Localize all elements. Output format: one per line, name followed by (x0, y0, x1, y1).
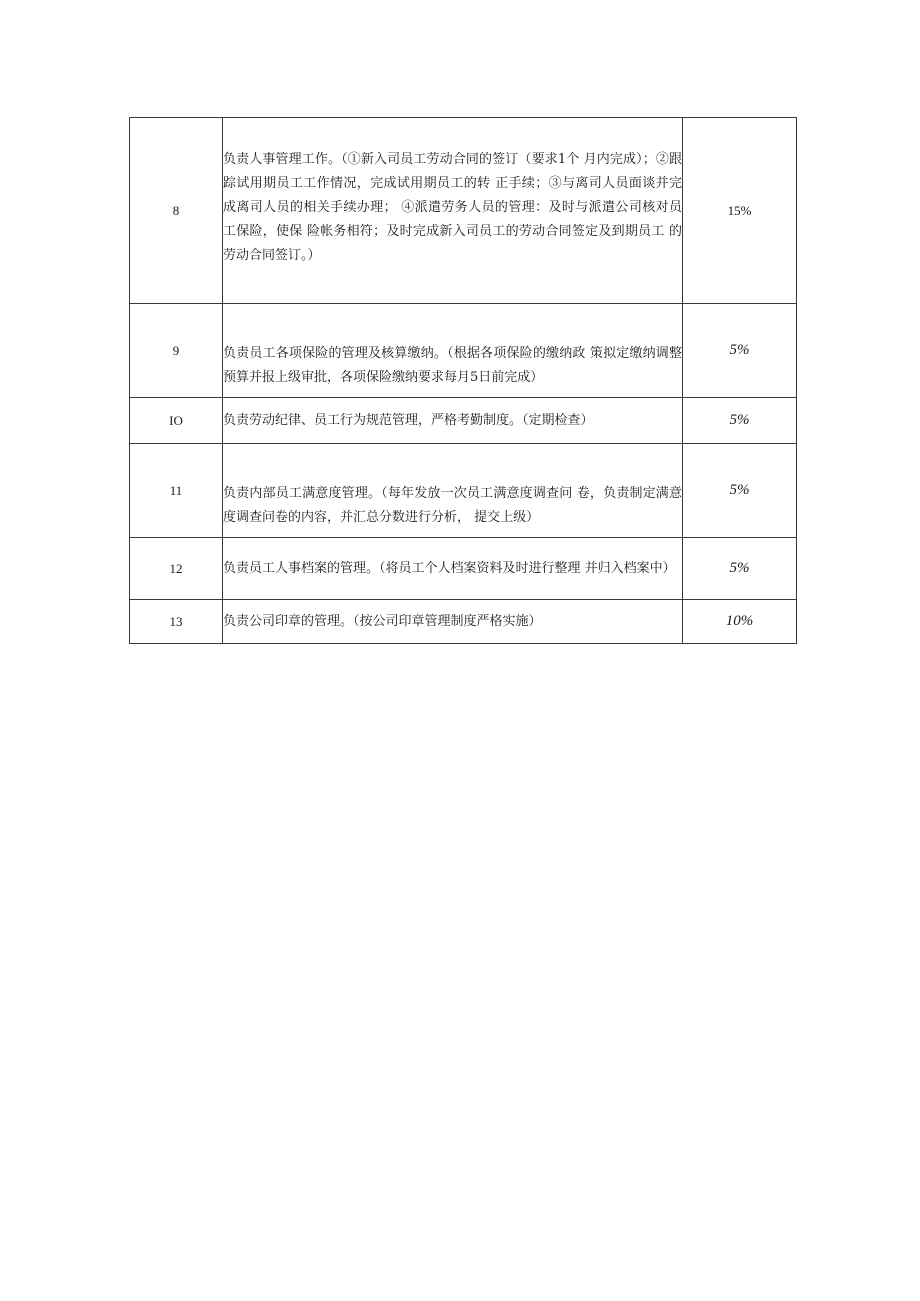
duty-description-text: 负责人事管理工作。（①新入司员工劳动合同的签订（要求1个 月内完成）；②跟踪试用期员工工作情况，完成试用期员工的转 正手续；③与离司人员面谈并完成离司人员的相关手续办理； ④派遣劳务人员的管理：及时与派遣公司核对员工保险，使保 险帐务相符；及时完成新入司员工的劳动合同签定及到期员工 的劳动合同签订。） (223, 152, 682, 263)
table-row (130, 398, 797, 444)
duty-description-cell (223, 538, 683, 600)
duty-description-cell (223, 600, 683, 644)
row-number-cell: 13 (130, 600, 223, 644)
duty-description-text: 负责员工各项保险的管理及核算缴纳。（根据各项保险的缴纳政 策拟定缴纳调整预算并报上级审批，各项保险缴纳要求每月5日前完成） (223, 346, 682, 385)
weight-cell: 5% (683, 304, 797, 398)
row-number-cell: 11 (130, 444, 223, 538)
table-row (130, 538, 797, 600)
duty-table (129, 117, 797, 644)
duty-description-text: 负责内部员工满意度管理。（每年发放一次员工满意度调查问 卷，负责制定满意度调查问卷的内容，并汇总分数进行分析， 提交上级） (223, 486, 682, 525)
weight-cell: 5% (683, 538, 797, 600)
duty-description-text: 负责公司印章的管理。（按公司印章管理制度严格实施） (223, 613, 542, 629)
duty-description-text: 负责劳动纪律、员工行为规范管理，严格考勤制度。（定期检查） (223, 412, 594, 428)
weight-cell: 10% (683, 600, 797, 644)
duty-description-text: 负责员工人事档案的管理。（将员工个人档案资料及时进行整理 并归入档案中） (223, 560, 676, 576)
row-number-cell: 8 (130, 118, 223, 304)
weight-cell: 5% (683, 444, 797, 538)
duty-description-cell (223, 444, 683, 538)
table-row (130, 304, 797, 398)
table-row (130, 600, 797, 644)
row-number-cell: 9 (130, 304, 223, 398)
weight-cell: 15% (683, 118, 797, 304)
duty-description-cell (223, 118, 683, 304)
row-number-cell: 12 (130, 538, 223, 600)
table-row (130, 118, 797, 304)
table-row (130, 444, 797, 538)
duty-description-cell (223, 398, 683, 444)
row-number-cell: IO (130, 398, 223, 444)
duty-description-cell (223, 304, 683, 398)
weight-cell: 5% (683, 398, 797, 444)
